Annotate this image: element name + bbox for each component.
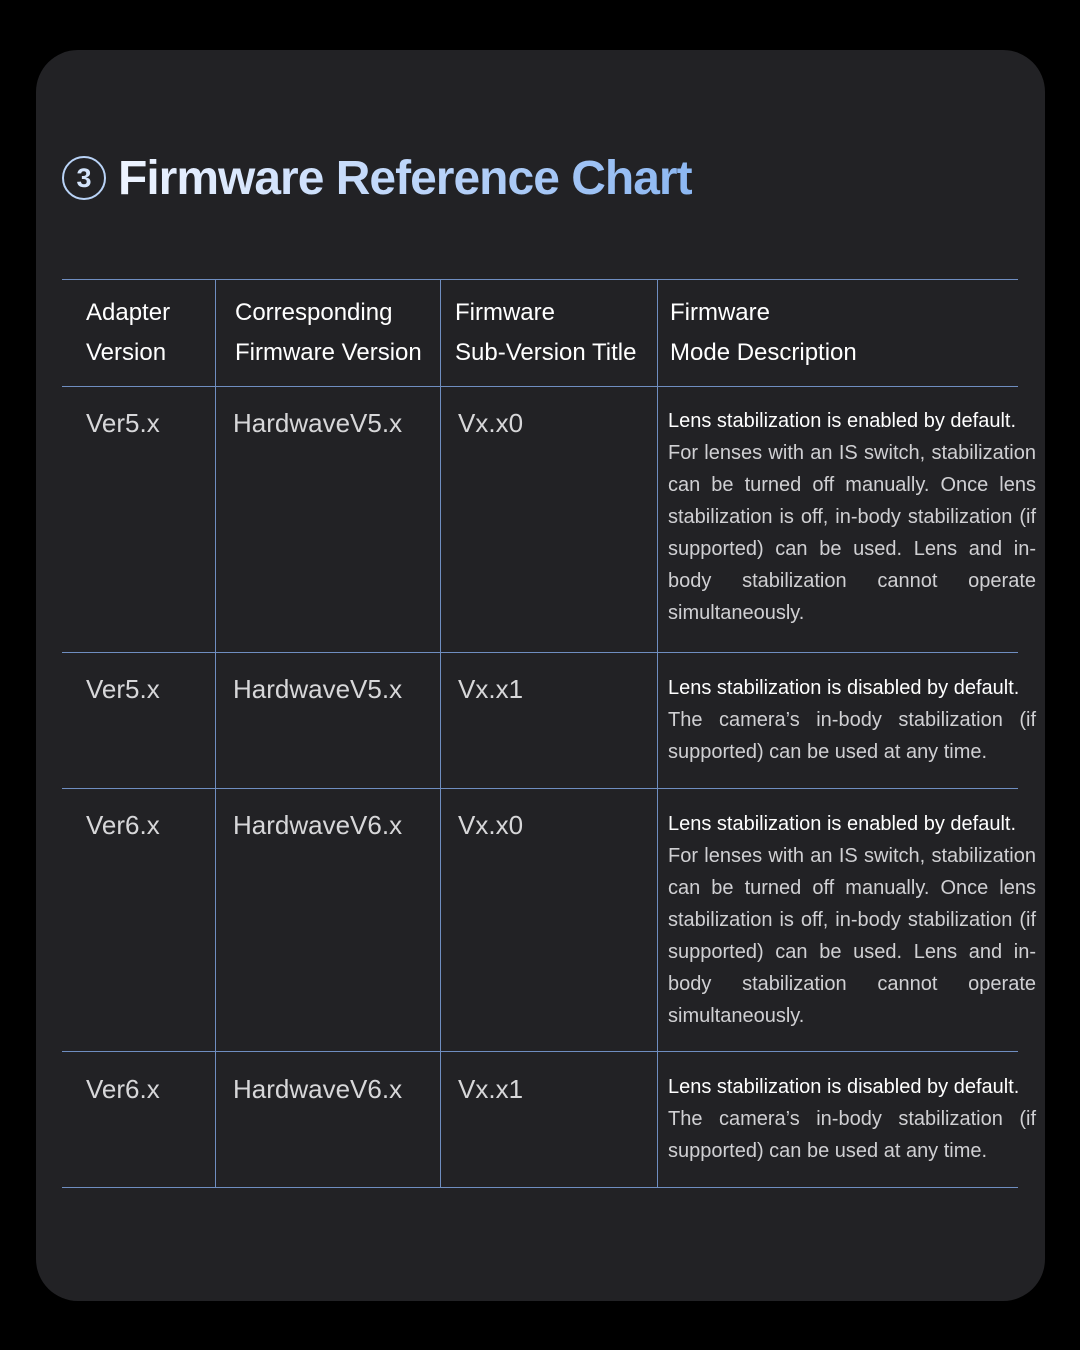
description-lead: Lens stabilization is disabled by default. — [668, 677, 1020, 699]
firmware-table — [62, 279, 1036, 1188]
description-lead: Lens stabilization is enabled by default. — [668, 410, 1017, 432]
cell-mode-description — [668, 405, 1036, 629]
cell-mode-description — [668, 1071, 1036, 1167]
row-divider — [62, 652, 1018, 653]
description-body: For lenses with an IS switch, stabilization can be turned off manually. Once lens stabilization is off, in-body stabilization (if supported) can be used. Lens and in-body stabilization cannot operate simultaneously. — [668, 845, 1036, 1027]
table-bottom-rule — [62, 1187, 1018, 1188]
row-divider — [62, 1051, 1018, 1052]
header-line: Sub-Version Title — [455, 339, 637, 366]
header-line: Mode Description — [670, 339, 857, 366]
cell-adapter-version: Ver5.x — [86, 408, 160, 438]
cell-sub-version: Vx.x1 — [458, 674, 524, 704]
cell-firmware-version: HardwaveV5.x — [233, 674, 403, 704]
cell-sub-version: Vx.x0 — [458, 408, 524, 438]
cell-sub-version: Vx.x0 — [458, 810, 524, 840]
step-number-badge: 3 — [62, 156, 106, 200]
header-line: Corresponding — [235, 299, 393, 326]
header-mode-description — [670, 293, 857, 373]
column-divider — [657, 279, 658, 1188]
description-body: The camera’s in-body stabilization (if supported) can be used at any time. — [668, 1108, 1036, 1162]
cell-firmware-version: HardwaveV6.x — [233, 810, 403, 840]
header-line: Firmware Version — [235, 339, 422, 366]
title-row — [62, 148, 692, 208]
cell-mode-description — [668, 672, 1036, 768]
cell-firmware-version: HardwaveV6.x — [233, 1074, 403, 1104]
cell-mode-description — [668, 808, 1036, 1032]
header-line: Adapter — [86, 299, 171, 326]
header-sub-version-title — [455, 293, 636, 373]
header-line: Version — [86, 339, 167, 366]
description-lead: Lens stabilization is enabled by default. — [668, 813, 1017, 835]
header-firmware-version — [235, 293, 422, 373]
cell-adapter-version: Ver6.x — [86, 810, 160, 840]
table-top-rule — [62, 279, 1018, 280]
cell-firmware-version: HardwaveV5.x — [233, 408, 403, 438]
description-body: For lenses with an IS switch, stabilization can be turned off manually. Once lens stabilization is off, in-body stabilization (if supported) can be used. Lens and in-body stabilization cannot operate simultaneously. — [668, 442, 1036, 624]
page-title: Firmware Reference Chart — [118, 151, 692, 205]
header-line: Firmware — [455, 299, 555, 326]
description-body: The camera’s in-body stabilization (if supported) can be used at any time. — [668, 709, 1036, 763]
description-lead: Lens stabilization is disabled by default. — [668, 1076, 1020, 1098]
header-line: Firmware — [670, 299, 770, 326]
cell-adapter-version: Ver6.x — [86, 1074, 160, 1104]
row-divider — [62, 788, 1018, 789]
cell-sub-version: Vx.x1 — [458, 1074, 524, 1104]
column-divider — [440, 279, 441, 1188]
header-adapter-version — [86, 293, 170, 373]
header-bottom-rule — [62, 386, 1018, 387]
column-divider — [215, 279, 216, 1188]
cell-adapter-version: Ver5.x — [86, 674, 160, 704]
